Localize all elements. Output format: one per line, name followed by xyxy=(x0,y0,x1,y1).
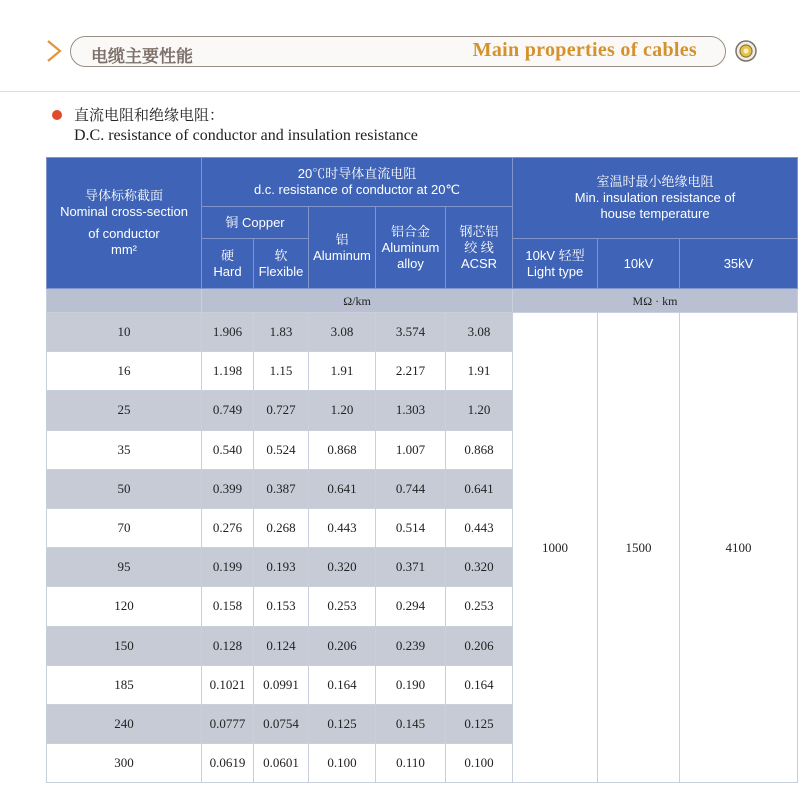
cell-alloy: 0.744 xyxy=(376,469,446,508)
kv10-light-header xyxy=(513,239,598,289)
aluminum-header-cn: 铝 xyxy=(335,231,349,247)
section-header-unit: mm² xyxy=(111,242,137,257)
cell-aluminum: 0.320 xyxy=(309,548,376,587)
hard-header-en: Hard xyxy=(213,263,242,279)
dc-resistance-header xyxy=(202,158,513,207)
cell-acsr: 0.125 xyxy=(446,704,513,743)
cell-acsr: 0.443 xyxy=(446,508,513,547)
flexible-header-cn: 软 xyxy=(274,247,288,263)
chevron-right-icon xyxy=(38,36,68,66)
cell-aluminum: 0.125 xyxy=(309,704,376,743)
bullet-dot-icon xyxy=(52,110,62,120)
acsr-header-cn1: 钢芯铝 xyxy=(459,223,499,239)
cell-section: 185 xyxy=(47,665,202,704)
unit-insulation: MΩ · km xyxy=(513,289,798,313)
header-title-cn: 电缆主要性能 xyxy=(91,47,193,67)
alloy-header-en2: alloy xyxy=(397,255,424,271)
insulation-header-cn: 室温时最小绝缘电阻 xyxy=(596,174,714,189)
cell-hard: 0.399 xyxy=(202,469,254,508)
acsr-header-en: ACSR xyxy=(460,255,498,271)
acsr-header-cn2: 绞 线 xyxy=(464,239,494,255)
flexible-header xyxy=(254,239,309,289)
cell-aluminum: 1.20 xyxy=(309,391,376,430)
dc-header-en: d.c. resistance of conductor at 20℃ xyxy=(253,182,461,197)
cell-section: 35 xyxy=(47,430,202,469)
cell-acsr: 0.868 xyxy=(446,430,513,469)
cell-flexible: 0.727 xyxy=(254,391,309,430)
cell-alloy: 0.110 xyxy=(376,744,446,783)
cell-aluminum: 0.164 xyxy=(309,665,376,704)
alloy-header-cn: 铝合金 xyxy=(390,223,430,239)
dc-header-cn: 20℃时导体直流电阻 xyxy=(297,166,417,181)
cell-acsr: 3.08 xyxy=(446,313,513,352)
cell-alloy: 0.514 xyxy=(376,508,446,547)
cell-flexible: 1.83 xyxy=(254,313,309,352)
hard-header xyxy=(202,239,254,289)
cell-flexible: 0.0754 xyxy=(254,704,309,743)
section-header-en2: of conductor xyxy=(88,226,160,241)
copper-header: 铜 Copper xyxy=(202,207,309,239)
resistance-table xyxy=(46,157,798,783)
cell-section: 25 xyxy=(47,391,202,430)
cell-aluminum: 0.443 xyxy=(309,508,376,547)
cell-alloy: 1.303 xyxy=(376,391,446,430)
target-ring-icon xyxy=(735,40,757,62)
kv10-light-header-en: Light type xyxy=(526,263,584,279)
cell-flexible: 0.0601 xyxy=(254,744,309,783)
cell-hard: 0.1021 xyxy=(202,665,254,704)
cell-acsr: 1.20 xyxy=(446,391,513,430)
kv10-header: 10kV xyxy=(598,239,680,289)
alloy-header xyxy=(376,207,446,289)
aluminum-header-en: Aluminum xyxy=(313,247,371,263)
cell-alloy: 3.574 xyxy=(376,313,446,352)
kv10-light-header-cn: 10kV 轻型 xyxy=(525,247,585,263)
header-title-en: Main properties of cables xyxy=(472,39,697,61)
cell-section: 95 xyxy=(47,548,202,587)
cell-acsr: 0.100 xyxy=(446,744,513,783)
cell-section: 240 xyxy=(47,704,202,743)
section-header-en1: Nominal cross-section xyxy=(60,204,188,219)
cell-aluminum: 3.08 xyxy=(309,313,376,352)
cell-aluminum: 0.868 xyxy=(309,430,376,469)
insulation-header-en1: Min. insulation resistance of xyxy=(574,190,736,205)
cell-flexible: 0.268 xyxy=(254,508,309,547)
cell-alloy: 0.371 xyxy=(376,548,446,587)
cell-aluminum: 0.253 xyxy=(309,587,376,626)
cell-hard: 0.276 xyxy=(202,508,254,547)
cell-acsr: 1.91 xyxy=(446,352,513,391)
header-title-bar xyxy=(70,36,726,67)
hard-header-cn: 硬 xyxy=(220,247,234,263)
cell-alloy: 1.007 xyxy=(376,430,446,469)
cell-acsr: 0.206 xyxy=(446,626,513,665)
cell-section: 50 xyxy=(47,469,202,508)
cell-aluminum: 0.100 xyxy=(309,744,376,783)
cell-acsr: 0.164 xyxy=(446,665,513,704)
alloy-header-en1: Aluminum xyxy=(381,239,440,255)
section-title-en: D.C. resistance of conductor and insulation resistance xyxy=(74,127,418,144)
cell-section: 120 xyxy=(47,587,202,626)
cell-alloy: 0.145 xyxy=(376,704,446,743)
cell-hard: 0.158 xyxy=(202,587,254,626)
cell-flexible: 0.124 xyxy=(254,626,309,665)
acsr-header xyxy=(446,207,513,289)
aluminum-header xyxy=(309,207,376,289)
cell-hard: 0.0777 xyxy=(202,704,254,743)
insulation-10kv: 1500 xyxy=(598,313,680,783)
cell-flexible: 0.387 xyxy=(254,469,309,508)
cell-alloy: 0.190 xyxy=(376,665,446,704)
cell-section: 150 xyxy=(47,626,202,665)
cell-hard: 1.906 xyxy=(202,313,254,352)
section-title-cn: 直流电阻和绝缘电阻： xyxy=(74,106,225,124)
cell-hard: 0.199 xyxy=(202,548,254,587)
flexible-header-en: Flexible xyxy=(258,263,304,279)
cell-section: 70 xyxy=(47,508,202,547)
section-header xyxy=(47,158,202,289)
cell-alloy: 2.217 xyxy=(376,352,446,391)
cell-hard: 0.540 xyxy=(202,430,254,469)
cell-aluminum: 0.206 xyxy=(309,626,376,665)
page-header xyxy=(0,0,800,92)
cell-aluminum: 0.641 xyxy=(309,469,376,508)
cell-flexible: 0.193 xyxy=(254,548,309,587)
cell-acsr: 0.253 xyxy=(446,587,513,626)
cell-flexible: 0.0991 xyxy=(254,665,309,704)
insulation-10kv-light: 1000 xyxy=(513,313,598,783)
insulation-header-en2: house temperature xyxy=(600,206,710,221)
cell-alloy: 0.239 xyxy=(376,626,446,665)
cell-acsr: 0.641 xyxy=(446,469,513,508)
cell-section: 10 xyxy=(47,313,202,352)
cell-section: 300 xyxy=(47,744,202,783)
cell-hard: 1.198 xyxy=(202,352,254,391)
unit-dc: Ω/km xyxy=(202,289,513,313)
table-row xyxy=(47,313,798,352)
cell-acsr: 0.320 xyxy=(446,548,513,587)
insulation-header xyxy=(513,158,798,239)
section-header-cn: 导体标称截面 xyxy=(84,188,163,203)
cell-hard: 0.0619 xyxy=(202,744,254,783)
unit-blank xyxy=(47,289,202,313)
cell-flexible: 0.153 xyxy=(254,587,309,626)
cell-hard: 0.749 xyxy=(202,391,254,430)
header-divider xyxy=(0,91,800,92)
cell-alloy: 0.294 xyxy=(376,587,446,626)
cell-flexible: 0.524 xyxy=(254,430,309,469)
cell-flexible: 1.15 xyxy=(254,352,309,391)
cell-section: 16 xyxy=(47,352,202,391)
cell-hard: 0.128 xyxy=(202,626,254,665)
insulation-35kv: 4100 xyxy=(680,313,798,783)
cell-aluminum: 1.91 xyxy=(309,352,376,391)
kv35-header: 35kV xyxy=(680,239,798,289)
